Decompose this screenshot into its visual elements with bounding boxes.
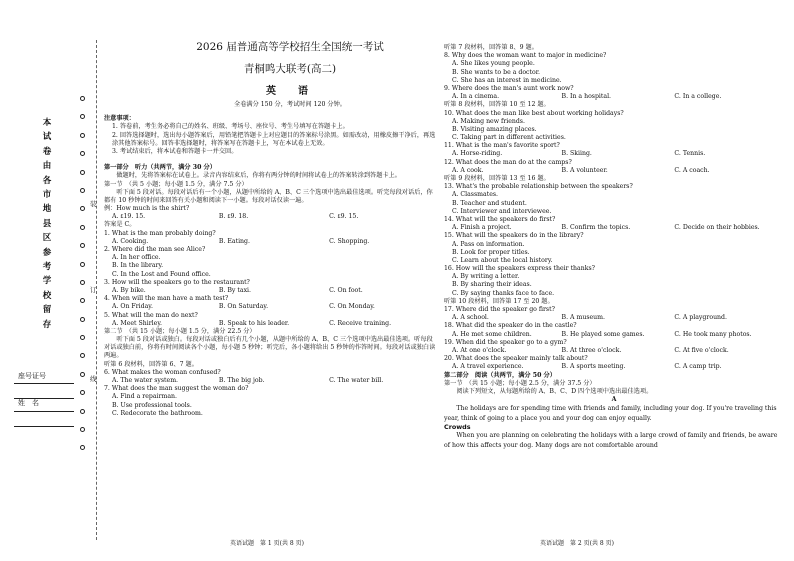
binding-hole <box>80 225 85 230</box>
binding-vertical-text <box>40 116 54 332</box>
answer-option: A. In her office. <box>112 254 161 262</box>
question-stem: 10. What does the man like best about working holidays? <box>444 109 624 117</box>
binding-hole <box>80 151 85 156</box>
note-item: 2. 回答选择题时，选出每小题答案后，用铅笔把答题卡上对应题目的答案标号涂黑。如需改动，用橡皮擦干净后，再选涂其他答案标号。回答非选择题时，将答案写在答题卡上，写在本试卷上无效。 <box>112 131 436 147</box>
answer-option: A. Classmates. <box>452 191 499 199</box>
part1-block <box>104 164 436 418</box>
answer-option: C. Redecorate the bathroom. <box>112 409 203 417</box>
questions-1-5 <box>104 230 436 328</box>
answer-option: C. A camp trip. <box>674 363 722 371</box>
notes-block <box>104 115 436 156</box>
binding-hole <box>80 445 85 450</box>
answer-option: A. By writing a letter. <box>452 273 520 281</box>
answer-option: C. By saying thanks face to face. <box>452 289 555 297</box>
part1-heading: 第一部分 听力（共两节，满分 30 分） <box>104 164 216 172</box>
section2-intro: 听下面 5 段对话或独白。每段对话或独白后有几个小题，从题中所给的 A、B、C 三个选项中选出最佳选项。听每段对话或独白前，你将有时间阅读各个小题，每小题 5 秒钟；听完后，各小题将给出 5 秒钟的作答时间。每段对话或独白读两遍。 <box>104 336 436 360</box>
answer-option: A. On Friday. <box>112 303 153 311</box>
passage-letter: A <box>611 396 617 404</box>
answer-option: C. On Monday. <box>329 303 375 311</box>
example-option: B. ₤9. 18. <box>218 213 249 221</box>
example-option: A. ₤19. 15. <box>112 213 146 221</box>
note-item: 1. 答卷前，考生务必将自己的姓名、班级、考场号、座位号、考生号填写在答题卡上。 <box>112 123 349 131</box>
answer-option: B. In the library. <box>112 262 164 270</box>
part1-intro: 做题时，先将答案标在试卷上。录音内容结束后，你将有两分钟的时间将试卷上的答案转涂到答题卡上。 <box>104 172 401 180</box>
score-line: 全卷满分 150 分，考试时间 120 分钟。 <box>234 101 346 108</box>
answer-option: B. Teacher and student. <box>452 199 527 207</box>
answer-option: C. Learn about the local history. <box>452 256 553 264</box>
note-item: 3. 考试结束后，将本试卷和答题卡一并交回。 <box>112 147 238 155</box>
answer-option: C. Interviewer and interviewee. <box>452 207 552 215</box>
answer-option: B. She wants to be a doctor. <box>452 68 540 76</box>
answer-option: A. Cooking. <box>112 237 149 245</box>
binding-char: 区 <box>42 233 52 244</box>
answer-option: B. In a hospital. <box>561 93 612 101</box>
question-stem: 16. How will the speakers express their thanks? <box>444 265 595 273</box>
answer-option: C. The water bill. <box>329 377 384 384</box>
answer-option: B. By sharing their ideas. <box>452 281 532 289</box>
seal-word: 订 <box>90 286 97 294</box>
binding-hole <box>80 335 85 340</box>
page-footer-left: 英语试题 第 1 页(共 8 页) <box>230 540 304 547</box>
answer-option: C. On foot. <box>329 286 363 294</box>
binding-char: 参 <box>42 247 52 258</box>
material-note: 听第 7 段材料，回答第 8、9 题。 <box>444 44 538 51</box>
binding-char: 存 <box>42 319 52 330</box>
binding-char: 本 <box>42 118 52 128</box>
question-options <box>104 238 436 246</box>
answer-option: B. On Saturday. <box>218 303 269 311</box>
binding-hole <box>80 206 85 211</box>
exam-subtitle: 青桐鸣大联考(高二) <box>243 63 337 75</box>
answer-option: B. Speak to his leader. <box>218 319 290 327</box>
subject-title: 英 语 <box>266 86 314 97</box>
question-stem: 17. Where did the speaker go first? <box>444 306 555 313</box>
answer-option: C. Shopping. <box>329 237 370 245</box>
passage-paragraph: The holidays are for spending time with friends and family, including your dog. If you're traveling this year, think of going to a place you and your dog can enjoy equally. <box>444 405 777 422</box>
id-number-field[interactable] <box>14 372 74 384</box>
question-stem: 3. How will the speakers go to the restaurant? <box>104 278 250 286</box>
question-options <box>444 331 784 339</box>
binding-strip <box>0 0 100 561</box>
seal-word: 线 <box>90 375 97 383</box>
part2-section1-heading: 第一节 （共 15 小题；每小题 2.5 分，满分 37.5 分） <box>444 379 596 387</box>
answer-option: C. Tennis. <box>674 150 706 158</box>
section1-intro: 听下面 5 段对话。每段对话后有一个小题，从题中所给的 A、B、C 三个选项中选出最佳选项。听完每段对话后，你都有 10 秒钟的时间来回答有关小题和阅读下一小题。每段对话仅读一遍。 <box>104 188 433 204</box>
question-stem: 14. What will the speakers do first? <box>444 215 556 223</box>
question-options <box>444 224 784 232</box>
binding-char: 市 <box>42 190 52 201</box>
divider <box>14 426 74 427</box>
answer-option: C. A playground. <box>674 314 727 322</box>
right-column <box>444 44 784 450</box>
answer-option: B. Use professional tools. <box>112 401 192 409</box>
material-note: 听第 6 段材料，回答第 6、7 题。 <box>104 360 198 368</box>
material-note: 听第 8 段材料，回答第 10 至 12 题。 <box>444 101 550 109</box>
answer-option: A. In a cinema. <box>452 93 500 101</box>
question-stem: 9. Where does the man's aunt work now? <box>444 84 574 92</box>
question-stem: 13. What's the probable relationship between the speakers? <box>444 183 633 191</box>
binding-hole <box>80 133 85 138</box>
questions-6-7 <box>104 369 436 418</box>
binding-hole <box>80 96 85 101</box>
question-options <box>444 314 784 322</box>
part2-section1-intro: 阅读下列短文，从每题所给的 A、B、C、D 四个选项中选出最佳选项。 <box>444 387 653 395</box>
answer-option: A. A school. <box>452 314 489 322</box>
page-footer-right: 英语试题 第 2 页(共 8 页) <box>540 540 614 547</box>
binding-hole <box>80 298 85 303</box>
binding-hole <box>80 427 85 432</box>
binding-char: 地 <box>42 204 52 215</box>
answer-option: A. The water system. <box>112 377 179 384</box>
binding-hole <box>80 114 85 119</box>
binding-hole <box>80 409 85 414</box>
material-note: 听第 10 段材料，回答第 17 至 20 题。 <box>444 297 554 305</box>
answer-option: A. Meet Shirley. <box>112 319 162 327</box>
passage-paragraph: When you are planning on celebrating the holidays with a large crowd of family and friends, be aware of how this affects your dog. Many dogs are not comfortable around <box>444 432 778 449</box>
question-stem: 7. What does the man suggest the woman do? <box>104 385 249 393</box>
answer-option: B. Visiting amazing places. <box>452 125 537 133</box>
answer-option: A. Horse-riding. <box>452 150 503 158</box>
answer-option: B. Eating. <box>218 237 250 245</box>
question-stem: 11. What is the man's favorite sport? <box>444 142 560 150</box>
answer-option: B. He played some games. <box>561 330 645 338</box>
answer-option: B. By taxi. <box>218 286 252 294</box>
exam-title: 2026 届普通高等学校招生全国统一考试 <box>196 41 384 53</box>
answer-option: C. In a college. <box>674 93 722 101</box>
example-answer: 答案是 C。 <box>104 221 136 229</box>
answer-option: A. A travel experience. <box>452 363 524 371</box>
answer-option: A. He met some children. <box>452 330 532 338</box>
question-stem: 15. What will the speakers do in the library? <box>444 232 584 240</box>
binding-holes <box>78 96 86 464</box>
binding-hole <box>80 390 85 395</box>
question-options <box>444 363 784 371</box>
answer-option: A. She likes young people. <box>452 60 535 68</box>
questions-8-9 <box>444 52 784 101</box>
question-stem: 12. What does the man do at the camps? <box>444 158 572 166</box>
answer-option: A. A cook. <box>452 166 484 174</box>
binding-hole <box>80 372 85 377</box>
question-stem: 1. What is the man probably doing? <box>104 229 216 237</box>
answer-option: A. Pass on information. <box>452 240 525 248</box>
questions-17-20 <box>444 306 784 372</box>
answer-option: A. By bike. <box>112 286 146 294</box>
question-stem: 20. What does the speaker mainly talk about? <box>444 355 588 363</box>
question-stem: 2. Where did the man see Alice? <box>104 246 206 253</box>
answer-option: B. Confirm the topics. <box>561 224 631 232</box>
left-column <box>104 40 436 418</box>
question-options <box>444 347 784 355</box>
answer-option: C. A coach. <box>674 166 710 174</box>
binding-hole <box>80 280 85 285</box>
seal-words <box>90 0 100 561</box>
question-stem: 5. What will the man do next? <box>104 311 198 319</box>
binding-char: 学 <box>42 276 52 287</box>
binding-char: 考 <box>42 262 52 273</box>
notes-heading: 注意事项： <box>104 115 135 123</box>
question-options <box>444 167 784 175</box>
example-option: C. ₤9. 15. <box>329 213 359 221</box>
question-stem: 19. When did the speaker go to a gym? <box>444 338 567 346</box>
section1-heading: 第一节 （共 5 小题；每小题 1.5 分，满分 7.5 分） <box>104 180 248 188</box>
binding-hole <box>80 188 85 193</box>
example-question: 例：How much is the shirt? <box>104 205 190 213</box>
question-stem: 6. What makes the woman confused? <box>104 368 221 376</box>
answer-option: C. Taking part in different activities. <box>452 134 566 142</box>
answer-option: B. Skiing. <box>561 150 592 158</box>
binding-hole <box>80 243 85 248</box>
passage-subheading: Crowds <box>444 422 471 431</box>
question-stem: 18. What did the speaker do in the castle? <box>444 322 577 330</box>
answer-option: B. Look for proper titles. <box>452 248 530 256</box>
answer-option: B. At three o'clock. <box>561 346 622 354</box>
answer-option: C. She has an interest in medicine. <box>452 76 562 84</box>
answer-option: A. At one o'clock. <box>452 346 507 354</box>
binding-char: 县 <box>42 218 52 229</box>
answer-option: A. Making new friends. <box>452 117 525 125</box>
answer-option: C. He took many photos. <box>674 330 752 338</box>
example-options <box>104 213 436 221</box>
binding-hole <box>80 262 85 267</box>
question-options <box>444 150 784 158</box>
binding-char: 由 <box>42 161 52 172</box>
answer-option: C. Decide on their hobbies. <box>674 224 760 232</box>
question-options <box>104 320 436 328</box>
answer-option: B. A museum. <box>561 314 605 322</box>
answer-option: A. Finish a project. <box>452 224 512 232</box>
answer-option: B. A sports meeting. <box>561 363 626 371</box>
answer-option: C. In the Lost and Found office. <box>112 270 211 278</box>
answer-option: C. Receive training. <box>329 319 392 327</box>
answer-option: A. Find a repairman. <box>112 393 177 401</box>
binding-hole <box>80 170 85 175</box>
id-number-label: 座号证号 <box>18 372 46 380</box>
seal-word: 装 <box>90 200 97 208</box>
name-field[interactable] <box>14 398 74 412</box>
binding-char: 校 <box>42 290 52 301</box>
question-options <box>104 303 436 311</box>
binding-char: 留 <box>42 305 52 316</box>
question-options <box>104 377 436 385</box>
section2-heading: 第二节 （共 15 小题；每小题 1.5 分，满分 22.5 分） <box>104 327 256 335</box>
name-label: 姓 名 <box>18 399 39 407</box>
question-options <box>104 287 436 295</box>
answer-option: C. At five o'clock. <box>674 346 729 354</box>
part2-heading: 第二部分 阅读（共两节，满分 50 分） <box>444 371 556 379</box>
binding-char: 卷 <box>42 146 52 157</box>
binding-hole <box>80 353 85 358</box>
material-note: 听第 9 段材料，回答第 13 至 16 题。 <box>444 175 550 182</box>
question-stem: 4. When will the man have a math test? <box>104 295 229 303</box>
binding-char: 各 <box>42 175 52 186</box>
question-stem: 8. Why does the woman want to major in medicine? <box>444 52 607 60</box>
questions-10-12 <box>444 110 784 176</box>
questions-13-16 <box>444 183 784 298</box>
answer-option: B. The big job. <box>218 377 265 384</box>
answer-option: B. A volunteer. <box>561 166 608 174</box>
binding-char: 试 <box>42 132 52 143</box>
binding-hole <box>80 317 85 322</box>
